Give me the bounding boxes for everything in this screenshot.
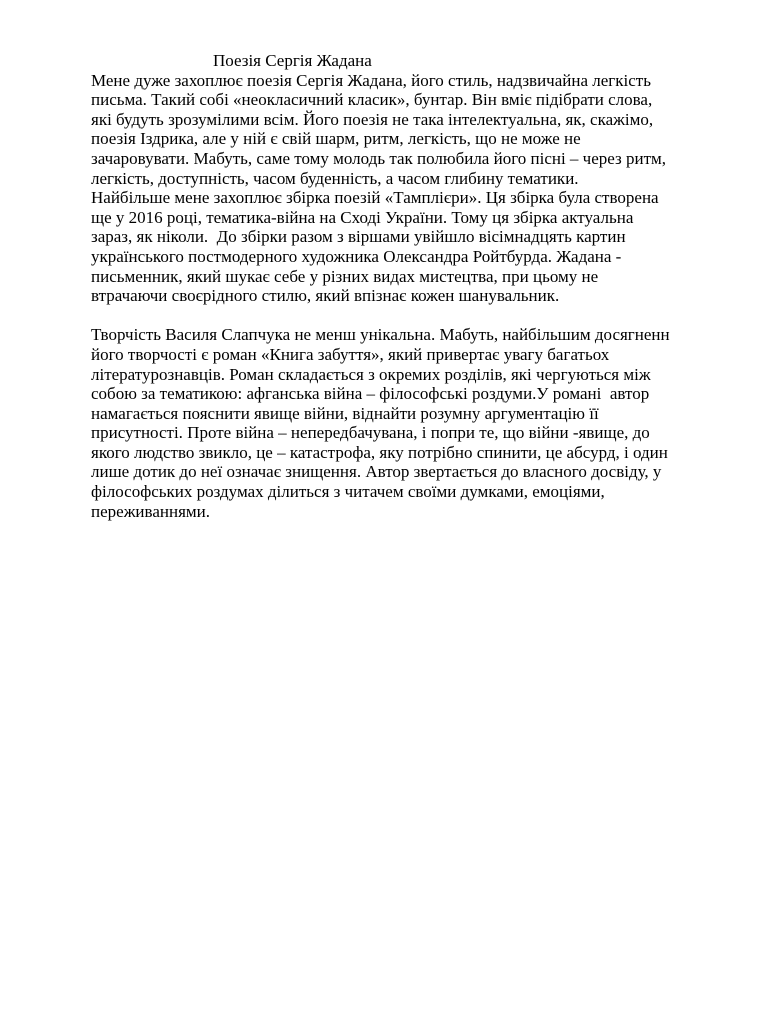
text-line: намагається пояснити явище війни, віднайти розумну аргументацію її xyxy=(91,403,599,423)
text-line: письменник, який шукає себе у різних видах мистецтва, при цьому не xyxy=(91,266,599,286)
text-line: Найбільше мене захоплює збірка поезій «Тамплієри». Ця збірка була створена xyxy=(91,188,659,208)
text-line: які будуть зрозумілими всім. Його поезія не така інтелектуальна, як, скажімо, xyxy=(91,109,654,129)
paragraph-templars xyxy=(91,188,719,306)
text-line: письма. Такий собі «неокласичний класик», бунтар. Він вміє підібрати слова, xyxy=(91,90,653,110)
text-line: українського постмодерного художника Олександра Ройтбурда. Жадана - xyxy=(91,246,622,266)
text-line: присутності. Проте війна – непередбачувана, і попри те, що війни -явище, до xyxy=(91,423,650,443)
paragraph-spacer xyxy=(91,306,719,326)
text-line: ще у 2016 році, тематика-війна на Сході України. Тому ця збірка актуальна xyxy=(91,207,634,227)
text-line: його творчості є роман «Книга забуття», який привертає увагу багатьох xyxy=(91,344,610,364)
text-line: літературознавців. Роман складається з окремих розділів, які чергуються між xyxy=(91,364,651,384)
text-line: легкість, доступність, часом буденність, а часом глибину тематики. xyxy=(91,168,579,188)
text-line: собою за тематикою: афганська війна – філософські роздуми.У романі автор xyxy=(91,384,650,404)
document-title: Поезія Сергія Жадана xyxy=(213,51,372,70)
text-line: переживаннями. xyxy=(91,501,210,521)
document-body xyxy=(91,51,719,521)
text-line: філософських роздумах ділиться з читачем своїми думками, емоціями, xyxy=(91,482,605,502)
text-line: втрачаючи своєрідного стилю, який впізнає кожен шанувальник. xyxy=(91,286,560,306)
text-line: Творчість Василя Слапчука не менш унікальна. Мабуть, найбільшим досягненн xyxy=(91,325,670,345)
paragraph-zhadan-style xyxy=(91,71,719,189)
text-line: лише дотик до неї означає знищення. Автор звертається до власного досвіду, у xyxy=(91,462,662,482)
text-line: поезія Іздрика, але у ній є свій шарм, ритм, легкість, що не може не xyxy=(91,129,581,149)
text-line: якого людство звикло, це – катастрофа, яку потрібно спинити, це абсурд, і один xyxy=(91,442,668,462)
text-line: зараз, як ніколи. До збірки разом з віршами увійшло вісімнадцять картин xyxy=(91,227,626,247)
paragraph-slapchuk xyxy=(91,325,719,521)
text-line: Мене дуже захоплює поезія Сергія Жадана, його стиль, надзвичайна легкість xyxy=(91,70,651,90)
text-line: зачаровувати. Мабуть, саме тому молодь так полюбила його пісні – через ритм, xyxy=(91,148,667,168)
